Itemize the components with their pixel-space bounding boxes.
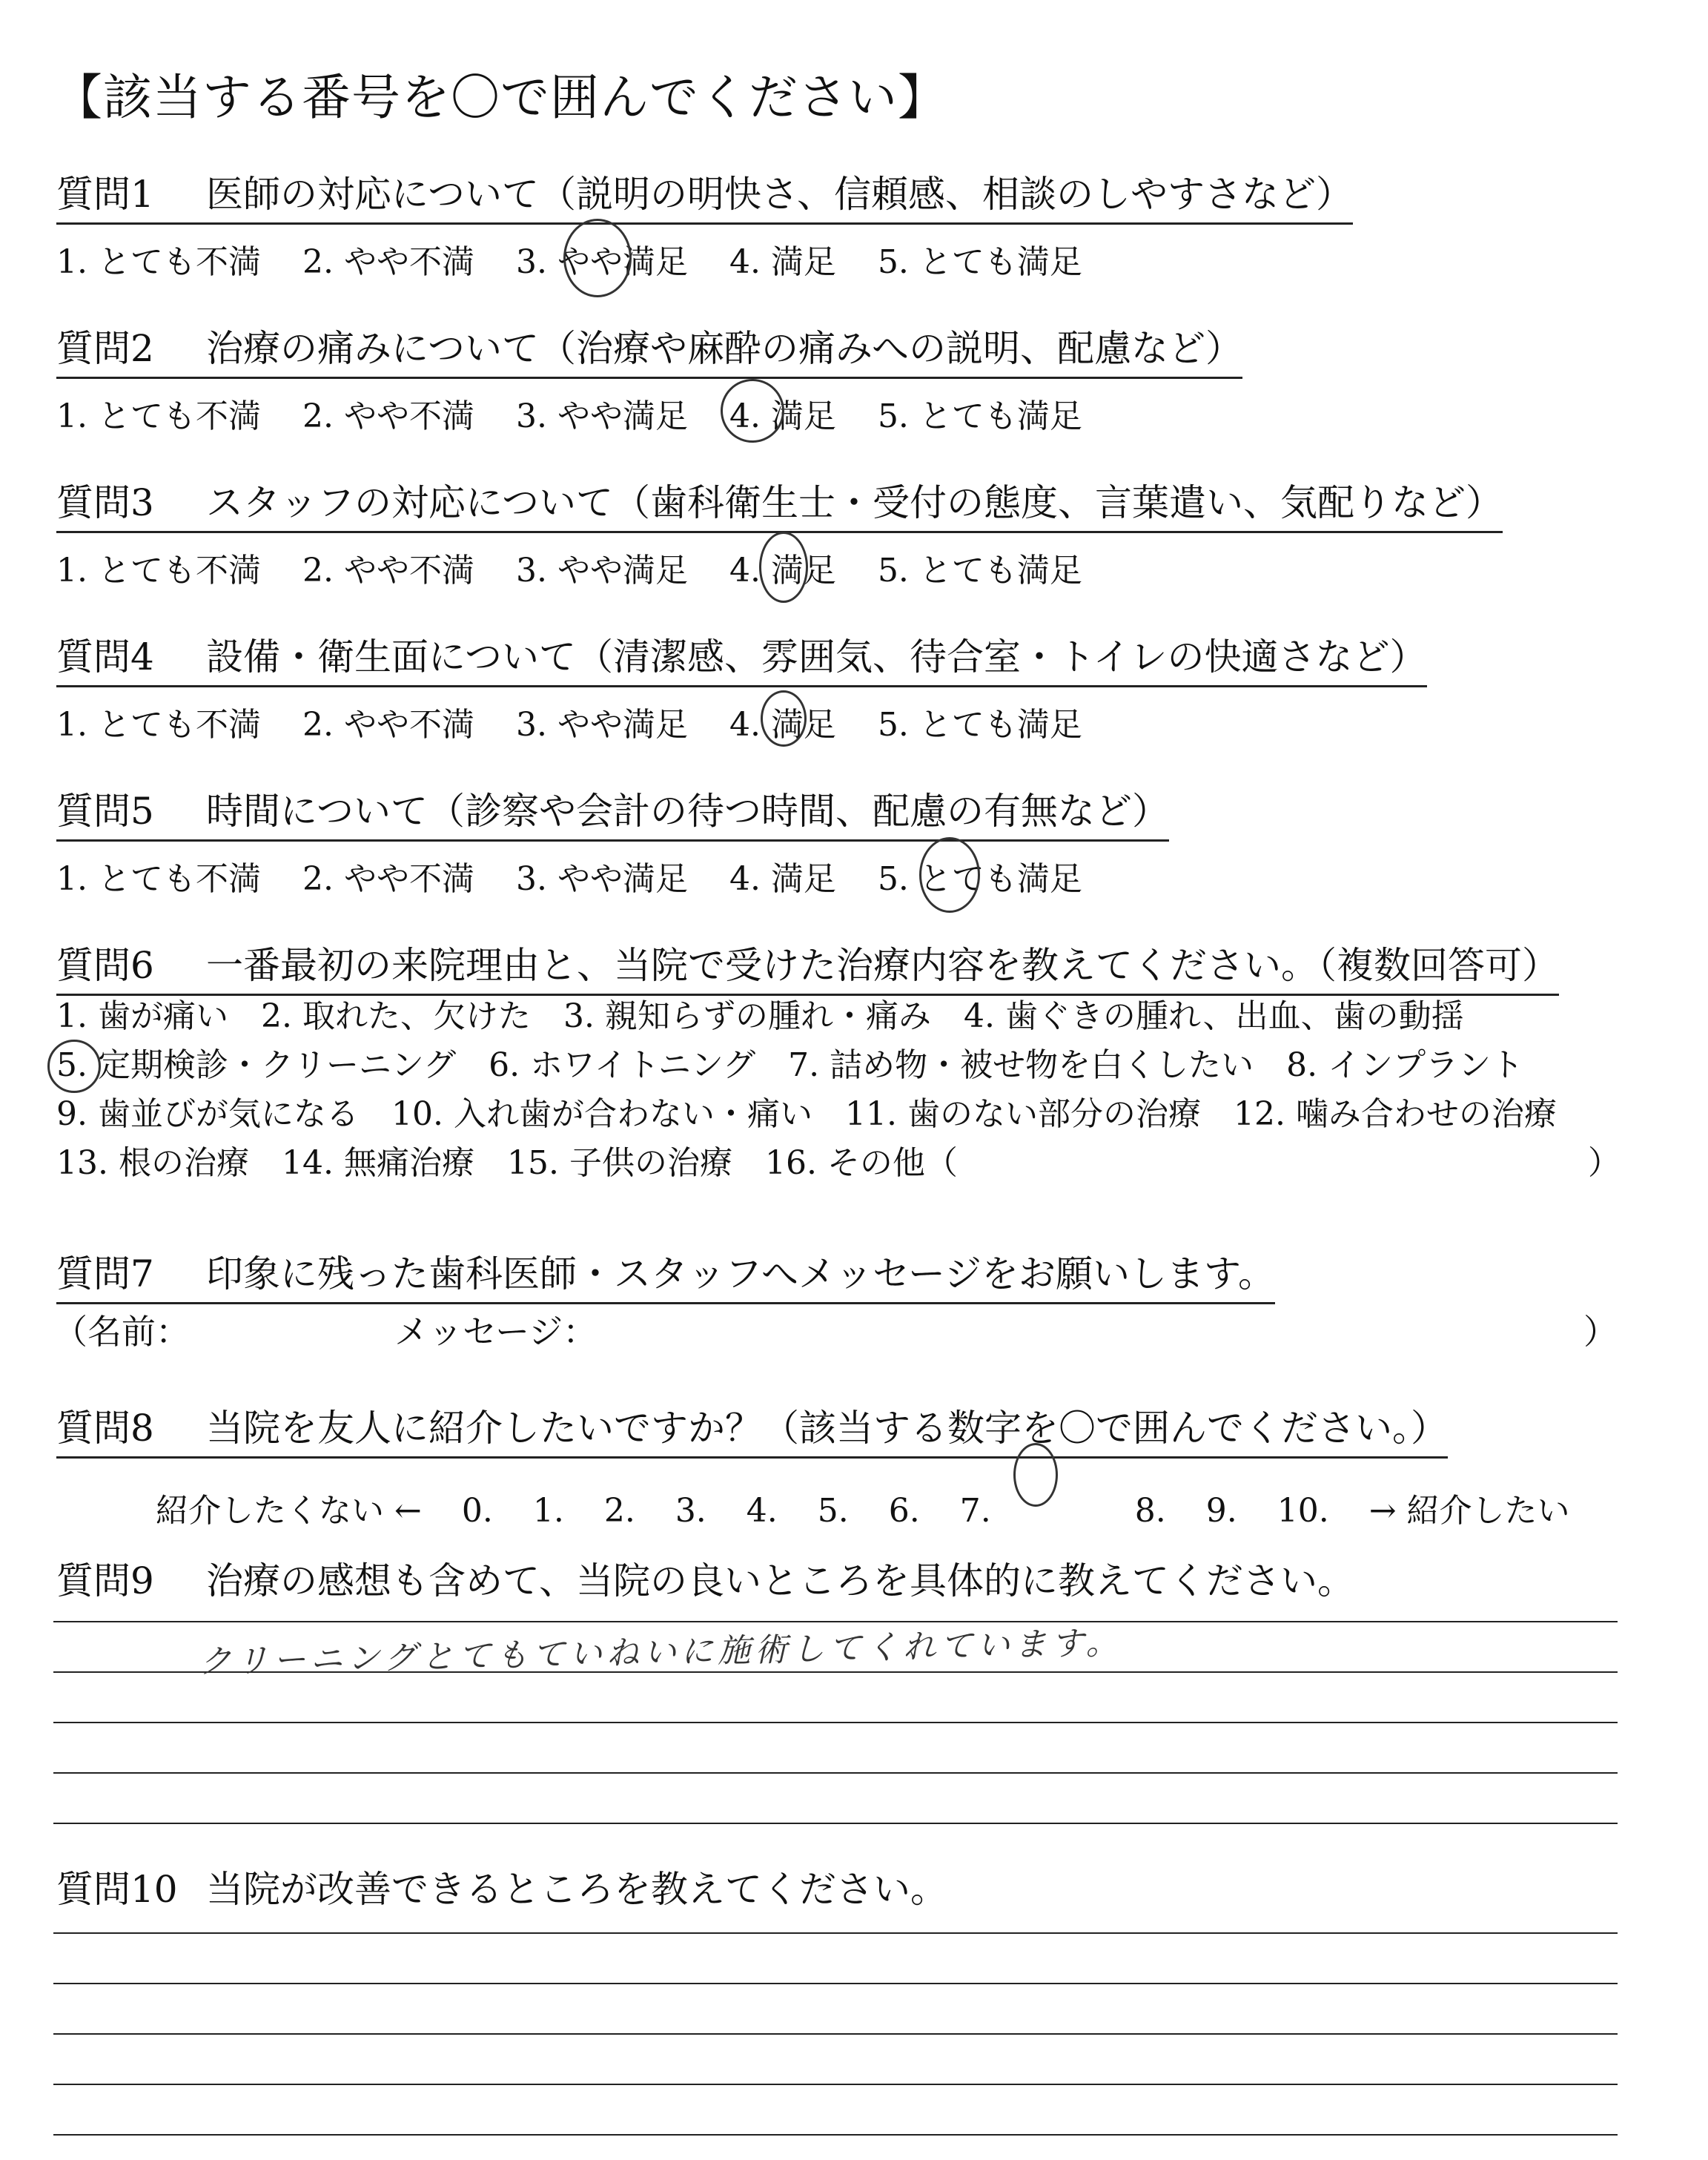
answer-line[interactable] [53,1984,1618,2035]
question-6-heading [56,936,1559,996]
question-text: 一番最初の来院理由と、当院で受けた治療内容を教えてください。（複数回答可） [206,944,1559,987]
option-15[interactable]: 15. 子供の治療 [506,1144,732,1182]
option-4[interactable]: 4. 満足 [729,860,836,898]
question-5-heading [56,782,1169,842]
option-3[interactable]: 3. やや満足 [515,552,688,589]
question-text: 時間について（診察や会計の待つ時間、配慮の有無など） [206,790,1169,833]
scale-right-label: → 紹介したい [1368,1492,1570,1530]
question-4-heading [56,627,1427,687]
question-number: 質問6 [56,944,154,987]
scale-7[interactable]: 7. [960,1458,1095,1530]
option-3[interactable]: 3. やや満足 [515,860,688,898]
question-3-heading [56,473,1503,533]
question-5 [56,782,1169,899]
scale-1[interactable]: 1. [532,1492,564,1530]
question-number: 質問2 [56,327,154,370]
answer-line[interactable] [53,1572,1618,1622]
option-5[interactable]: 5. とても満足 [877,706,1082,744]
option-5[interactable]: 5. とても満足 [878,852,1082,899]
option-7[interactable]: 7. 詰め物・被せ物を白くしたい [788,1046,1254,1084]
message-close-paren: ） [1583,1312,1618,1352]
scale-8[interactable]: 8. [1134,1492,1166,1530]
option-5[interactable]: 5. とても満足 [877,552,1082,589]
answer-lines-q10 [53,1883,1618,2136]
options-row [56,1090,1621,1139]
option-2[interactable]: 2. 取れた、欠けた [260,997,531,1035]
scale-left-label: 紹介したくない ← [156,1492,422,1530]
answer-line[interactable] [53,1934,1618,1984]
option-9[interactable]: 9. 歯並びが気になる [56,1095,359,1133]
question-2 [56,319,1242,437]
question-6 [56,936,1559,996]
answer-line[interactable] [53,1883,1618,1934]
question-7 [56,1244,1275,1304]
option-8[interactable]: 8. インプラント [1286,1046,1524,1084]
option-4[interactable]: 4. 満足 [729,389,836,437]
rating-options [56,698,1427,745]
option-12[interactable]: 12. 噛み合わせの治療 [1233,1095,1557,1133]
option-3[interactable]: 3. 親知らずの腫れ・痛み [563,997,931,1035]
option-2[interactable]: 2. やや不満 [302,860,474,898]
question-text: スタッフの対応について（歯科衛生士・受付の態度、言葉遣い、気配りなど） [206,481,1503,524]
option-1[interactable]: 1. 歯が痛い [56,997,228,1035]
answer-line[interactable] [53,1723,1618,1774]
answer-line[interactable] [53,1774,1618,1824]
scale-9[interactable]: 9. [1205,1492,1237,1530]
option-11[interactable]: 11. 歯のない部分の治療 [844,1095,1201,1133]
scale-3[interactable]: 3. [675,1492,706,1530]
option-5[interactable]: 5. とても満足 [877,397,1082,435]
question-text: 当院が改善できるところを教えてください。 [206,1868,947,1911]
page-title: 【該当する番号を〇で囲んでください】 [53,69,947,126]
question-text: 印象に残った歯科医師・スタッフへメッセージをお願いします。 [206,1252,1275,1295]
option-1[interactable]: 1. とても不満 [56,706,261,744]
question-1 [56,165,1353,283]
question-text: 治療の感想も含めて、当院の良いところを具体的に教えてください。 [206,1559,1354,1602]
option-2[interactable]: 2. やや不満 [302,397,474,435]
question-number: 質問9 [56,1559,154,1602]
answer-line[interactable] [53,2085,1618,2136]
options-row [56,992,1621,1041]
message-row [53,1305,1618,1350]
question-1-heading [56,165,1353,225]
question-number: 質問8 [56,1407,154,1450]
question-3 [56,473,1503,591]
option-5[interactable]: 5. とても満足 [877,243,1082,281]
option-1[interactable]: 1. とても不満 [56,397,261,435]
question-number: 質問7 [56,1252,154,1295]
handwritten-answer: クリーニングとてもていねいに施術してくれています。 [198,1623,1123,1682]
scale-5[interactable]: 5. [817,1492,849,1530]
option-5[interactable]: 5. 定期検診・クリーニング [56,1041,456,1090]
other-close-paren: ） [1588,1144,1621,1182]
option-6[interactable]: 6. ホワイトニング [489,1046,756,1084]
rating-options [56,235,1353,283]
question-number: 質問4 [56,635,154,678]
option-1[interactable]: 1. とても不満 [56,243,261,281]
answer-lines-q9 [53,1572,1618,1824]
question-number: 質問10 [56,1868,178,1911]
option-2[interactable]: 2. やや不満 [302,552,474,589]
options-row [56,1139,1621,1188]
question-text: 治療の痛みについて（治療や麻酔の痛みへの説明、配慮など） [206,327,1242,370]
answer-line[interactable] [53,2035,1618,2085]
option-3[interactable]: 3. やや満足 [515,706,688,744]
option-13[interactable]: 13. 根の治療 [56,1144,249,1182]
question-2-heading [56,319,1242,379]
option-10[interactable]: 10. 入れ歯が合わない・痛い [391,1095,812,1133]
scale-0[interactable]: 0. [461,1492,493,1530]
recommend-scale [156,1458,1600,1531]
message-label: メッセージ： [394,1312,598,1352]
scale-6[interactable]: 6. [888,1492,920,1530]
question-number: 質問5 [56,790,154,833]
question-number: 質問3 [56,481,154,524]
option-4[interactable]: 4. 満足 [729,544,836,591]
question-4 [56,627,1427,745]
options-row [56,1041,1621,1090]
name-label: （名前： [53,1312,190,1352]
option-3[interactable]: 3. やや満足 [515,397,688,435]
question-text: 当院を友人に紹介したいですか？（該当する数字を〇で囲んでください。） [206,1407,1448,1450]
option-2[interactable]: 2. やや不満 [302,243,474,281]
question-8 [56,1398,1448,1459]
rating-options [56,544,1503,591]
question-number: 質問1 [56,173,154,216]
question-8-heading [56,1398,1448,1459]
question-6-options [56,992,1621,1188]
scale-2[interactable]: 2. [603,1492,635,1530]
rating-options [56,389,1242,437]
question-text: 医師の対応について（説明の明快さ、信頼感、相談のしやすさなど） [206,173,1353,216]
option-3[interactable]: 3. やや満足 [516,235,688,283]
option-16[interactable]: 16. その他（ [764,1144,958,1182]
option-4[interactable]: 4. 歯ぐきの腫れ、出血、歯の動揺 [963,997,1464,1035]
option-4[interactable]: 4. 満足 [729,243,836,281]
option-4[interactable]: 4. 満足 [729,698,836,745]
scale-10[interactable]: 10. [1277,1492,1329,1530]
question-7-heading [56,1244,1275,1304]
option-1[interactable]: 1. とても不満 [56,552,261,589]
question-text: 設備・衛生面について（清潔感、雰囲気、待合室・トイレの快適さなど） [206,635,1427,678]
rating-options [56,852,1169,899]
scale-4[interactable]: 4. [746,1492,778,1530]
option-2[interactable]: 2. やや不満 [302,706,474,744]
option-14[interactable]: 14. 無痛治療 [281,1144,474,1182]
option-1[interactable]: 1. とても不満 [56,860,261,898]
